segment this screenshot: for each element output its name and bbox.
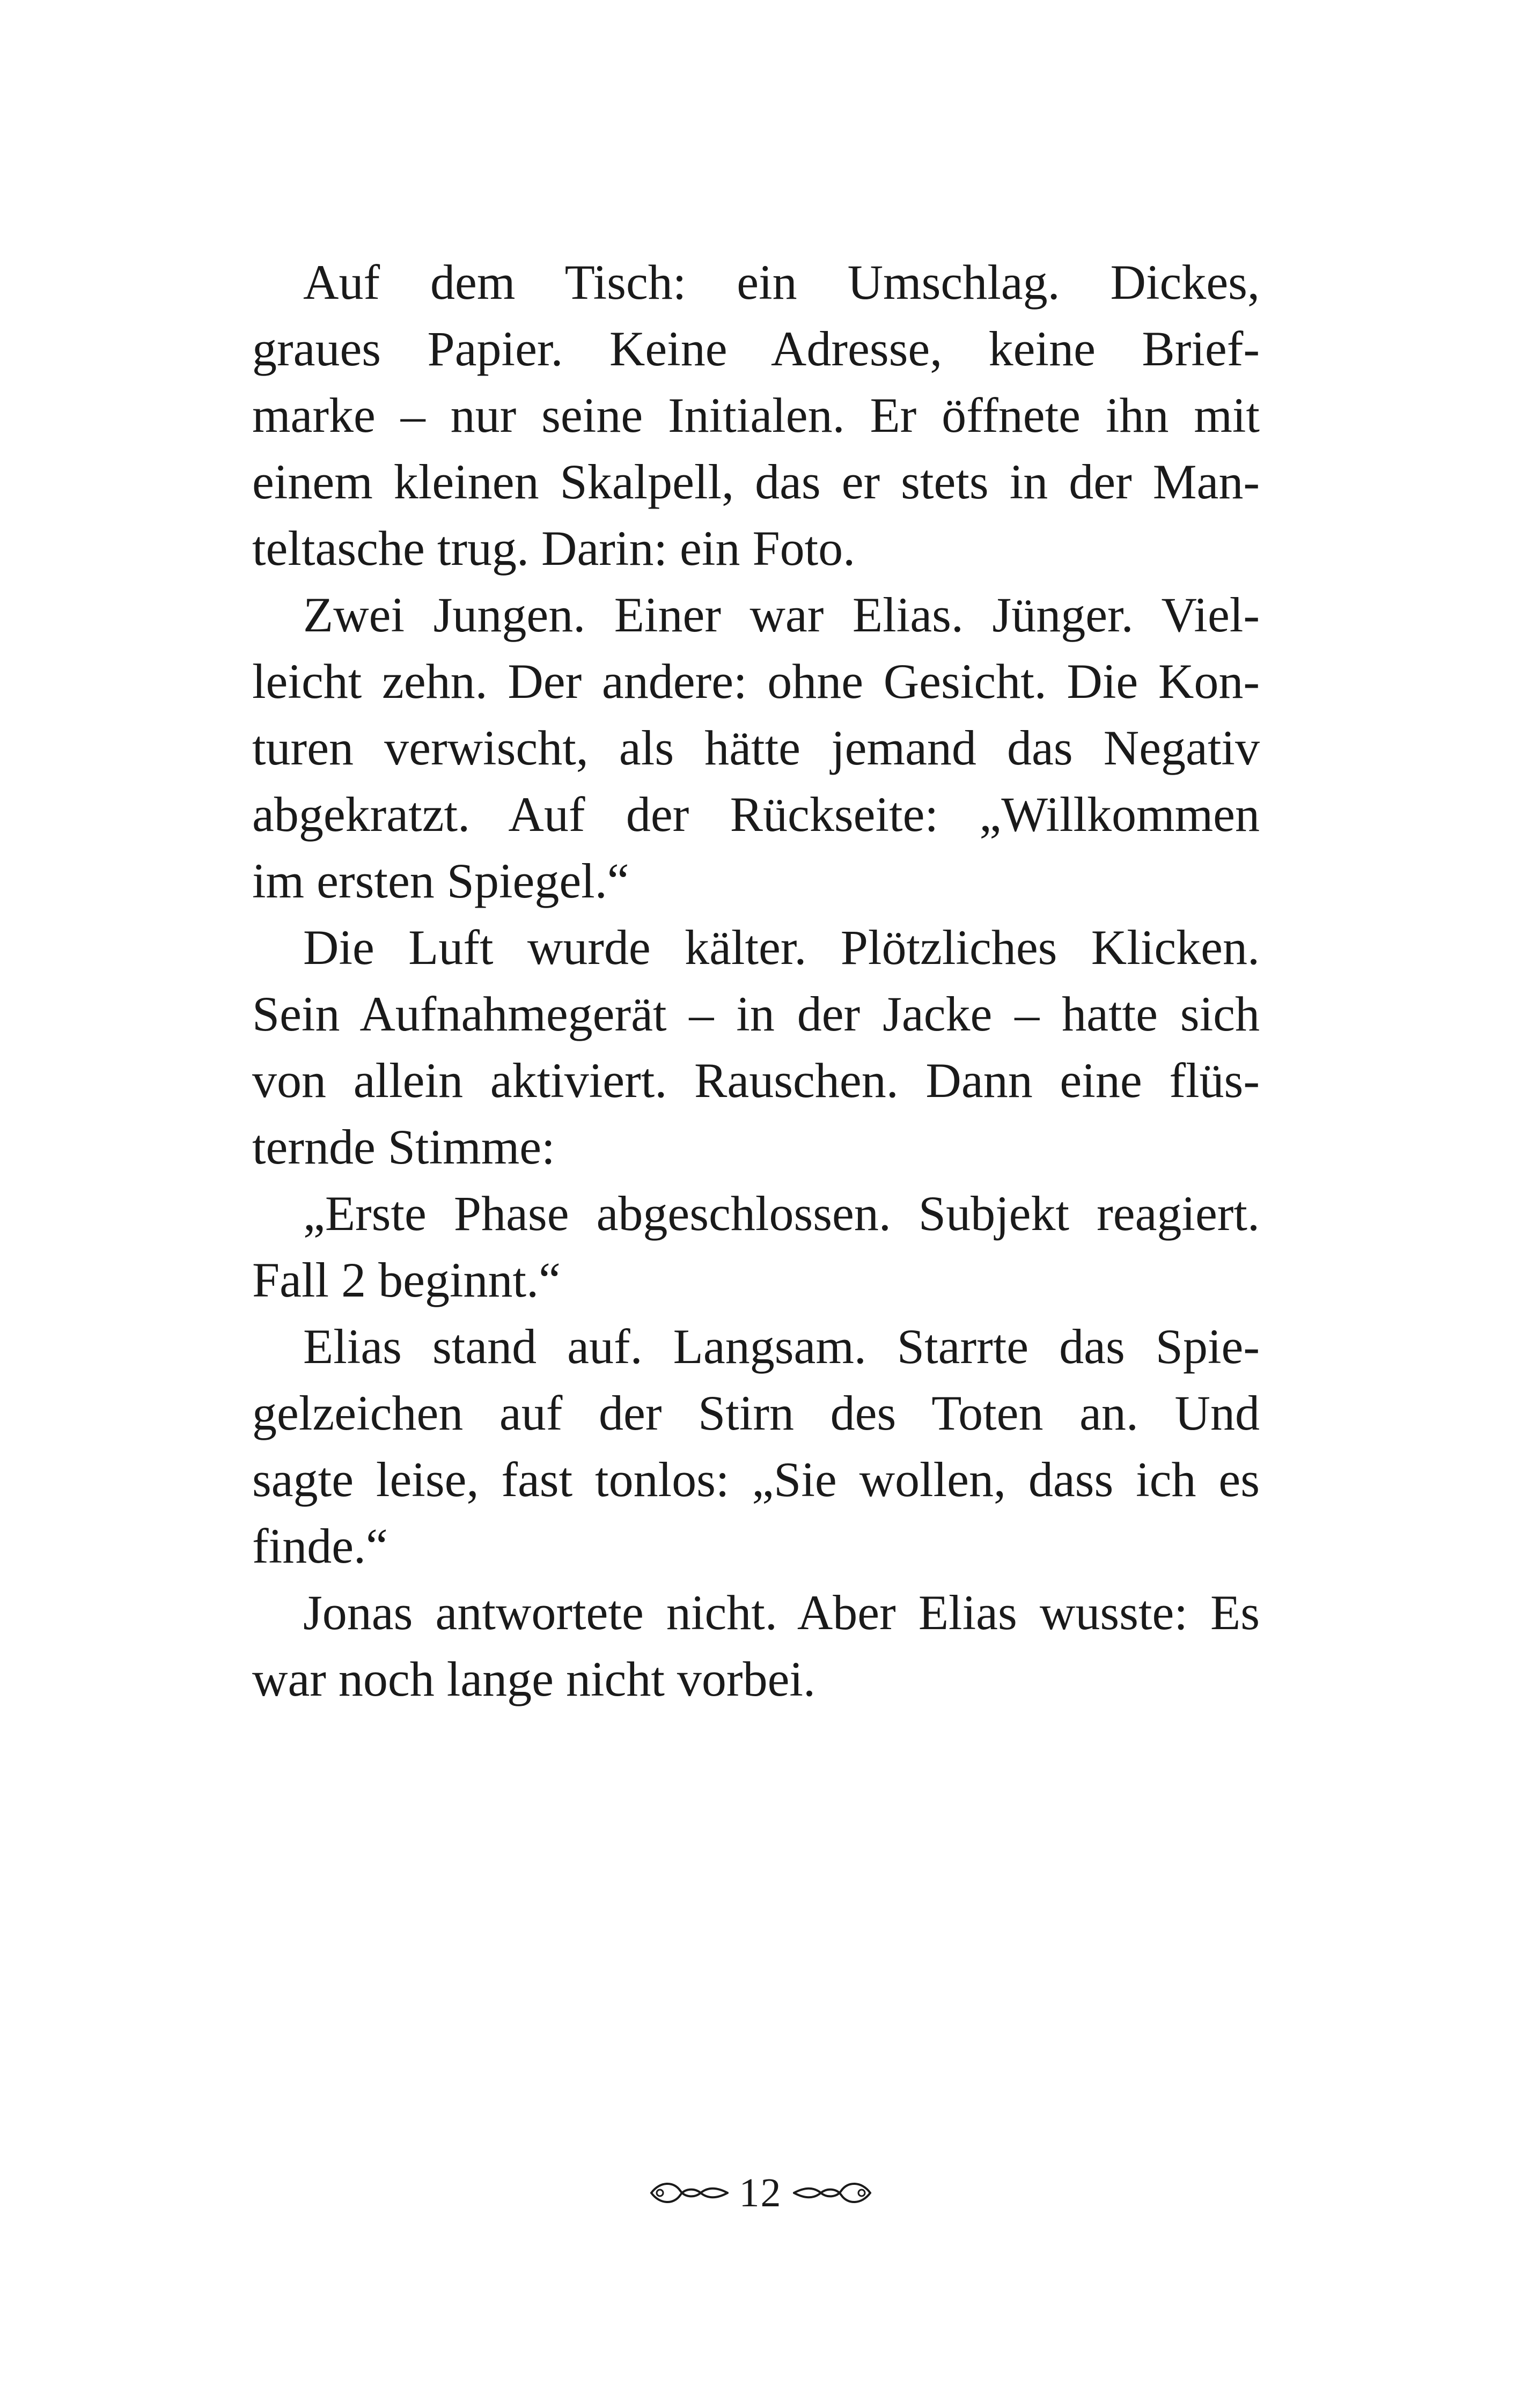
paragraph-3 (252, 914, 1260, 1180)
text-line: marke – nur seine Initialen. Er öffnete ihn mit (252, 388, 1260, 443)
text-line: teltasche trug. Darin: ein Foto. (252, 521, 856, 576)
text-line: „Erste Phase abgeschlossen. Subjekt reagiert. (303, 1186, 1260, 1241)
text-line: war noch lange nicht vorbei. (252, 1652, 815, 1706)
text-line: Sein Aufnahmegerät – in der Jacke – hatte sich (252, 986, 1260, 1041)
text-line: turen verwischt, als hätte jemand das Negativ (252, 720, 1260, 775)
text-line: Auf dem Tisch: ein Umschlag. Dickes, (303, 255, 1260, 310)
paragraph-5 (252, 1313, 1260, 1579)
flourish-left-icon (649, 2177, 730, 2209)
page-number: 12 (739, 2170, 782, 2215)
text-line: leicht zehn. Der andere: ohne Gesicht. Die Kon- (252, 654, 1260, 709)
text-line: Elias stand auf. Langsam. Starrte das Spie- (303, 1319, 1260, 1374)
text-line: ternde Stimme: (252, 1120, 555, 1174)
text-line: Jonas antwortete nicht. Aber Elias wusste: Es (303, 1585, 1260, 1640)
text-line: im ersten Spiegel.“ (252, 853, 629, 908)
text-line: gelzeichen auf der Stirn des Toten an. Und (252, 1386, 1260, 1440)
paragraph-4 (252, 1180, 1260, 1313)
paragraph-1 (252, 249, 1260, 581)
text-line: Die Luft wurde kälter. Plötzliches Klicken. (303, 920, 1260, 975)
text-line: Fall 2 beginnt.“ (252, 1253, 561, 1307)
paragraph-2 (252, 581, 1260, 914)
text-line: graues Papier. Keine Adresse, keine Brief- (252, 321, 1260, 376)
text-line: abgekratzt. Auf der Rückseite: „Willkommen (252, 787, 1260, 842)
page-footer (0, 2166, 1521, 2220)
text-line: einem kleinen Skalpell, das er stets in der Man- (252, 454, 1260, 509)
text-line: Zwei Jungen. Einer war Elias. Jünger. Viel- (303, 587, 1260, 642)
text-line: von allein aktiviert. Rauschen. Dann eine flüs- (252, 1053, 1260, 1108)
flourish-right-icon (792, 2177, 872, 2209)
paragraph-6 (252, 1579, 1260, 1712)
text-line: sagte leise, fast tonlos: „Sie wollen, dass ich es (252, 1452, 1260, 1507)
text-line: finde.“ (252, 1519, 388, 1573)
body-text (252, 249, 1260, 1712)
